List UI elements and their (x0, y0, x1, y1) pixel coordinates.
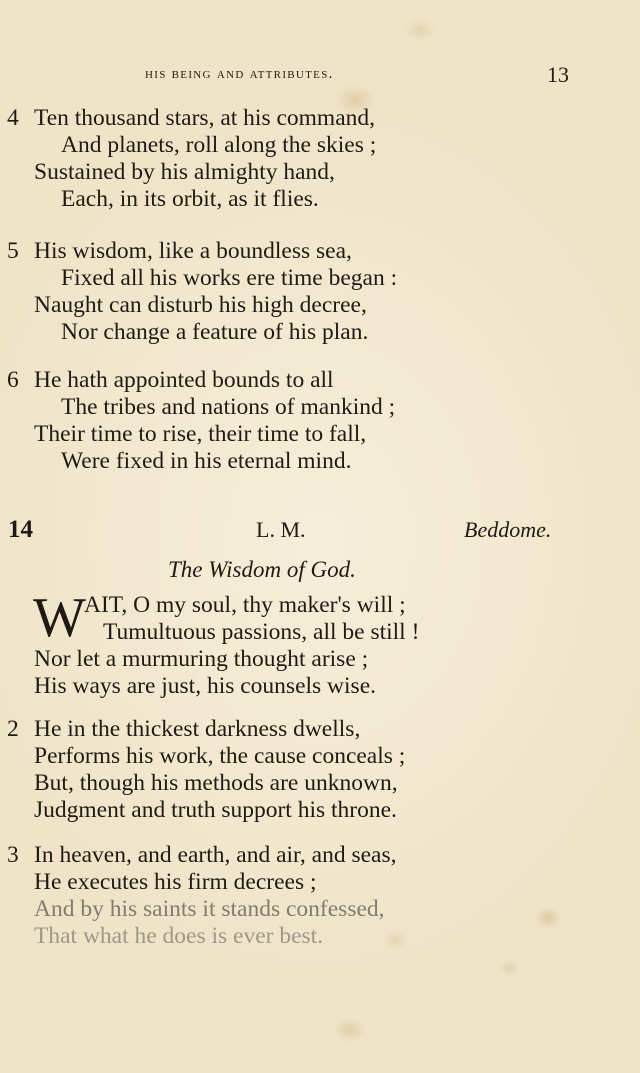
stanza-line: Performs his work, the cause conceals ; (34, 743, 406, 769)
stanza-line: His wisdom, like a boundless sea, (34, 238, 352, 264)
stanza-line: Nor let a murmuring thought arise ; (34, 646, 369, 672)
stanza-line: And by his saints it stands confessed, (34, 896, 385, 922)
drop-cap: W (33, 587, 86, 649)
page-number: 13 (547, 62, 569, 87)
stanza-number: 2 (7, 716, 19, 742)
stanza-line: Sustained by his almighty hand, (34, 159, 335, 185)
stanza-line: Their time to rise, their time to fall, (34, 421, 367, 447)
stanza-line: Tumultuous passions, all be still ! (103, 619, 420, 645)
hymn-meter: L. M. (256, 517, 306, 542)
hymn-author: Beddome. (464, 517, 552, 542)
hymn-title: The Wisdom of God. (168, 557, 356, 582)
stanza-line: Naught can disturb his high decree, (34, 292, 367, 318)
stanza-line: But, though his methods are unknown, (34, 770, 398, 796)
stanza-line: His ways are just, his counsels wise. (34, 673, 377, 699)
stanza-number: 4 (7, 105, 19, 131)
stanza-line: Each, in its orbit, as it flies. (61, 186, 319, 212)
stanza-line: The tribes and nations of mankind ; (61, 394, 396, 420)
stanza-line: In heaven, and earth, and air, and seas, (34, 842, 397, 868)
stanza-line: Judgment and truth support his throne. (34, 797, 397, 823)
stanza-line: And planets, roll along the skies ; (61, 132, 377, 158)
hymn-header (0, 516, 640, 548)
stanza-number: 5 (7, 238, 19, 264)
stanza-line: He in the thickest darkness dwells, (34, 716, 361, 742)
stanza-line: He executes his firm decrees ; (34, 869, 317, 895)
stanza-line: Fixed all his works ere time began : (61, 265, 398, 291)
stanza-line: Were fixed in his eternal mind. (61, 448, 352, 474)
stanza-number: 6 (7, 367, 19, 393)
stanza-line: Nor change a feature of his plan. (61, 319, 369, 345)
stanza-line: He hath appointed bounds to all (34, 367, 334, 393)
stanza-line: AIT, O my soul, thy maker's will ; (84, 592, 406, 618)
stanza-line: Ten thousand stars, at his command, (34, 105, 376, 131)
stanza-number: 3 (7, 842, 19, 868)
running-head-title: his being and attributes. (145, 66, 334, 82)
running-head (0, 64, 640, 88)
hymn-number: 14 (8, 516, 33, 543)
stanza-line: That what he does is ever best. (34, 923, 324, 949)
